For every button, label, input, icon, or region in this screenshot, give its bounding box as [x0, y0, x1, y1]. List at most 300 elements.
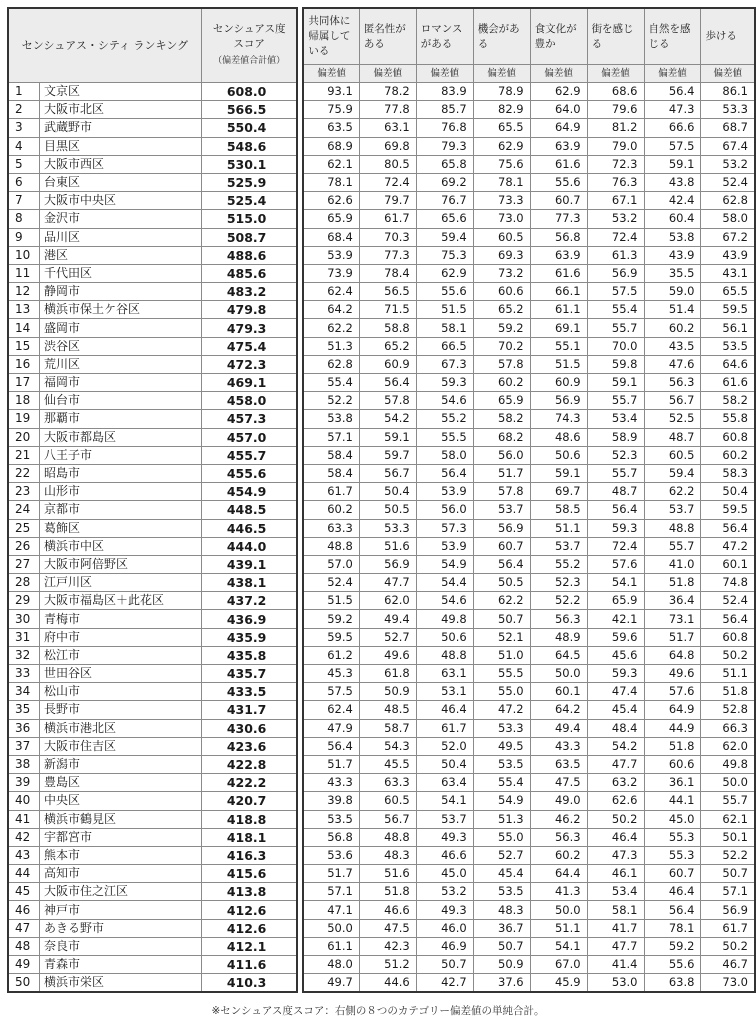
category-value-cell-8: 66.3	[701, 719, 755, 737]
table-row	[8, 810, 755, 828]
city-cell: 京都市	[39, 501, 201, 519]
table-row	[8, 919, 755, 937]
category-value-cell-2: 78.2	[359, 83, 416, 101]
category-value-cell-5: 77.3	[530, 210, 587, 228]
category-value-cell-8: 43.9	[701, 246, 755, 264]
city-cell: 青森市	[39, 956, 201, 974]
category-value-cell-5: 56.8	[530, 228, 587, 246]
rank-cell: 25	[8, 519, 39, 537]
category-value-cell-8: 49.8	[701, 755, 755, 773]
city-cell: 長野市	[39, 701, 201, 719]
category-value-cell-6: 59.3	[587, 519, 644, 537]
rank-cell: 5	[8, 155, 39, 173]
category-value-cell-1: 75.9	[303, 101, 359, 119]
category-value-cell-8: 56.4	[701, 610, 755, 628]
category-value-cell-4: 50.7	[473, 937, 530, 955]
category-value-cell-6: 53.2	[587, 210, 644, 228]
category-value-cell-6: 45.6	[587, 646, 644, 664]
category-value-cell-6: 58.1	[587, 901, 644, 919]
category-value-cell-5: 63.9	[530, 137, 587, 155]
category-value-cell-6: 45.4	[587, 701, 644, 719]
score-cell: 418.8	[201, 810, 297, 828]
category-value-cell-3: 85.7	[416, 101, 473, 119]
category-value-cell-4: 65.5	[473, 119, 530, 137]
category-value-cell-8: 52.8	[701, 701, 755, 719]
category-value-cell-1: 53.9	[303, 246, 359, 264]
city-cell: 文京区	[39, 83, 201, 101]
category-value-cell-2: 59.7	[359, 446, 416, 464]
table-row	[8, 755, 755, 773]
subheader-1: 偏差値	[303, 65, 359, 83]
category-value-cell-7: 66.6	[644, 119, 701, 137]
category-value-cell-1: 53.5	[303, 810, 359, 828]
category-value-cell-8: 60.1	[701, 555, 755, 573]
score-cell: 415.6	[201, 865, 297, 883]
category-value-cell-3: 83.9	[416, 83, 473, 101]
category-value-cell-2: 60.5	[359, 792, 416, 810]
rank-cell: 27	[8, 555, 39, 573]
city-cell: 高知市	[39, 865, 201, 883]
category-value-cell-2: 54.2	[359, 410, 416, 428]
category-value-cell-7: 51.7	[644, 628, 701, 646]
category-header-2: 匿名性がある	[359, 8, 416, 65]
score-cell: 435.9	[201, 628, 297, 646]
category-value-cell-7: 73.1	[644, 610, 701, 628]
rank-cell: 6	[8, 173, 39, 191]
category-value-cell-5: 51.1	[530, 919, 587, 937]
score-cell: 430.6	[201, 719, 297, 737]
score-cell: 438.1	[201, 574, 297, 592]
category-value-cell-1: 45.3	[303, 665, 359, 683]
category-value-cell-5: 67.0	[530, 956, 587, 974]
category-value-cell-6: 59.8	[587, 355, 644, 373]
category-value-cell-2: 56.7	[359, 464, 416, 482]
category-value-cell-8: 53.2	[701, 155, 755, 173]
footnote: ※センシュアス度スコア：右側の８つのカテゴリー偏差値の単純合計。	[211, 1005, 545, 1017]
category-value-cell-8: 47.2	[701, 537, 755, 555]
rank-cell: 17	[8, 374, 39, 392]
category-value-cell-6: 79.0	[587, 137, 644, 155]
category-value-cell-4: 51.0	[473, 646, 530, 664]
rank-cell: 36	[8, 719, 39, 737]
category-value-cell-5: 49.4	[530, 719, 587, 737]
category-value-cell-1: 48.8	[303, 537, 359, 555]
category-value-cell-1: 60.2	[303, 501, 359, 519]
category-value-cell-6: 54.2	[587, 737, 644, 755]
rank-cell: 38	[8, 755, 39, 773]
category-value-cell-5: 58.5	[530, 501, 587, 519]
category-value-cell-6: 52.3	[587, 446, 644, 464]
table-row	[8, 646, 755, 664]
category-value-cell-7: 43.8	[644, 173, 701, 191]
table-row	[8, 592, 755, 610]
category-value-cell-6: 46.1	[587, 865, 644, 883]
category-value-cell-7: 53.7	[644, 501, 701, 519]
category-value-cell-3: 65.8	[416, 155, 473, 173]
category-value-cell-6: 68.6	[587, 83, 644, 101]
category-value-cell-3: 53.7	[416, 810, 473, 828]
category-value-cell-2: 53.3	[359, 519, 416, 537]
category-value-cell-3: 45.0	[416, 865, 473, 883]
rank-cell: 26	[8, 537, 39, 555]
category-value-cell-4: 52.1	[473, 628, 530, 646]
category-value-cell-4: 47.2	[473, 701, 530, 719]
category-value-cell-3: 48.8	[416, 646, 473, 664]
category-value-cell-1: 93.1	[303, 83, 359, 101]
category-value-cell-5: 74.3	[530, 410, 587, 428]
category-value-cell-7: 42.4	[644, 192, 701, 210]
category-value-cell-5: 60.9	[530, 374, 587, 392]
table-row	[8, 210, 755, 228]
category-value-cell-2: 49.6	[359, 646, 416, 664]
category-value-cell-1: 51.5	[303, 592, 359, 610]
city-cell: 松江市	[39, 646, 201, 664]
category-value-cell-6: 59.1	[587, 374, 644, 392]
category-value-cell-4: 53.5	[473, 755, 530, 773]
city-cell: 横浜市中区	[39, 537, 201, 555]
rank-cell: 8	[8, 210, 39, 228]
category-value-cell-8: 58.2	[701, 392, 755, 410]
category-value-cell-6: 42.1	[587, 610, 644, 628]
category-value-cell-7: 56.7	[644, 392, 701, 410]
category-value-cell-3: 52.0	[416, 737, 473, 755]
category-value-cell-8: 58.3	[701, 464, 755, 482]
rank-cell: 46	[8, 901, 39, 919]
category-value-cell-8: 58.0	[701, 210, 755, 228]
category-value-cell-8: 61.7	[701, 919, 755, 937]
rank-cell: 34	[8, 683, 39, 701]
category-value-cell-4: 60.2	[473, 374, 530, 392]
table-row	[8, 846, 755, 864]
category-value-cell-2: 79.7	[359, 192, 416, 210]
city-cell: 横浜市鶴見区	[39, 810, 201, 828]
category-value-cell-8: 61.6	[701, 374, 755, 392]
category-value-cell-2: 51.8	[359, 883, 416, 901]
city-cell: あきる野市	[39, 919, 201, 937]
category-value-cell-7: 51.8	[644, 737, 701, 755]
category-value-cell-2: 50.5	[359, 501, 416, 519]
score-cell: 488.6	[201, 246, 297, 264]
city-cell: 品川区	[39, 228, 201, 246]
rank-cell: 9	[8, 228, 39, 246]
score-cell: 475.4	[201, 337, 297, 355]
category-value-cell-3: 53.1	[416, 683, 473, 701]
category-value-cell-4: 65.9	[473, 392, 530, 410]
city-cell: 武蔵野市	[39, 119, 201, 137]
table-row	[8, 792, 755, 810]
category-value-cell-7: 63.8	[644, 974, 701, 993]
category-value-cell-8: 50.0	[701, 774, 755, 792]
category-value-cell-8: 56.1	[701, 319, 755, 337]
category-value-cell-8: 50.2	[701, 646, 755, 664]
subheader-7: 偏差値	[644, 65, 701, 83]
subheader-6: 偏差値	[587, 65, 644, 83]
rank-cell: 23	[8, 483, 39, 501]
table-row	[8, 865, 755, 883]
city-cell: 大阪市住之江区	[39, 883, 201, 901]
category-value-cell-1: 43.3	[303, 774, 359, 792]
table-row	[8, 828, 755, 846]
category-value-cell-7: 49.6	[644, 665, 701, 683]
category-value-cell-6: 67.1	[587, 192, 644, 210]
category-value-cell-3: 58.0	[416, 446, 473, 464]
category-value-cell-8: 53.3	[701, 101, 755, 119]
category-value-cell-1: 51.3	[303, 337, 359, 355]
category-value-cell-2: 46.6	[359, 901, 416, 919]
city-cell: 府中市	[39, 628, 201, 646]
category-value-cell-8: 62.0	[701, 737, 755, 755]
category-value-cell-3: 54.1	[416, 792, 473, 810]
score-cell: 435.8	[201, 646, 297, 664]
table-row	[8, 610, 755, 628]
category-value-cell-1: 56.4	[303, 737, 359, 755]
score-cell: 525.4	[201, 192, 297, 210]
table-row	[8, 574, 755, 592]
table-row	[8, 719, 755, 737]
category-value-cell-4: 49.5	[473, 737, 530, 755]
category-value-cell-2: 57.8	[359, 392, 416, 410]
category-value-cell-1: 52.4	[303, 574, 359, 592]
rank-cell: 14	[8, 319, 39, 337]
rank-cell: 22	[8, 464, 39, 482]
category-value-cell-2: 54.3	[359, 737, 416, 755]
category-value-cell-3: 59.4	[416, 228, 473, 246]
category-value-cell-7: 46.4	[644, 883, 701, 901]
table-row	[8, 628, 755, 646]
category-value-cell-7: 59.1	[644, 155, 701, 173]
category-value-cell-7: 51.8	[644, 574, 701, 592]
category-value-cell-2: 49.4	[359, 610, 416, 628]
category-value-cell-6: 70.0	[587, 337, 644, 355]
category-value-cell-5: 54.1	[530, 937, 587, 955]
category-value-cell-5: 63.5	[530, 755, 587, 773]
score-cell: 444.0	[201, 537, 297, 555]
category-value-cell-1: 48.0	[303, 956, 359, 974]
category-value-cell-6: 53.0	[587, 974, 644, 993]
category-value-cell-2: 51.2	[359, 956, 416, 974]
category-value-cell-1: 78.1	[303, 173, 359, 191]
table-row	[8, 246, 755, 264]
category-value-cell-3: 55.5	[416, 428, 473, 446]
subheader-3: 偏差値	[416, 65, 473, 83]
category-value-cell-8: 51.8	[701, 683, 755, 701]
category-value-cell-5: 49.0	[530, 792, 587, 810]
category-value-cell-7: 56.4	[644, 901, 701, 919]
category-value-cell-2: 45.5	[359, 755, 416, 773]
category-value-cell-3: 53.9	[416, 537, 473, 555]
score-cell: 411.6	[201, 956, 297, 974]
category-value-cell-1: 61.7	[303, 483, 359, 501]
category-value-cell-4: 62.2	[473, 592, 530, 610]
category-value-cell-4: 58.2	[473, 410, 530, 428]
category-value-cell-8: 67.2	[701, 228, 755, 246]
score-cell: 472.3	[201, 355, 297, 373]
category-value-cell-7: 48.8	[644, 519, 701, 537]
score-cell: 548.6	[201, 137, 297, 155]
category-value-cell-5: 56.9	[530, 392, 587, 410]
category-value-cell-7: 43.5	[644, 337, 701, 355]
category-value-cell-1: 55.4	[303, 374, 359, 392]
rank-cell: 37	[8, 737, 39, 755]
score-cell: 435.7	[201, 665, 297, 683]
city-cell: 横浜市港北区	[39, 719, 201, 737]
table-row	[8, 883, 755, 901]
category-value-cell-2: 61.7	[359, 210, 416, 228]
category-value-cell-3: 50.7	[416, 956, 473, 974]
category-value-cell-1: 61.1	[303, 937, 359, 955]
category-value-cell-3: 54.4	[416, 574, 473, 592]
category-header-4: 機会がある	[473, 8, 530, 65]
category-value-cell-4: 62.9	[473, 137, 530, 155]
category-value-cell-5: 60.2	[530, 846, 587, 864]
category-value-cell-8: 62.1	[701, 810, 755, 828]
category-header-5: 食文化が豊か	[530, 8, 587, 65]
category-value-cell-1: 58.4	[303, 464, 359, 482]
rank-cell: 40	[8, 792, 39, 810]
category-value-cell-3: 51.5	[416, 301, 473, 319]
category-value-cell-7: 35.5	[644, 264, 701, 282]
category-value-cell-8: 68.7	[701, 119, 755, 137]
category-value-cell-4: 56.9	[473, 519, 530, 537]
table-row	[8, 301, 755, 319]
city-cell: 横浜市栄区	[39, 974, 201, 993]
category-value-cell-2: 58.7	[359, 719, 416, 737]
category-value-cell-5: 55.6	[530, 173, 587, 191]
city-cell: 世田谷区	[39, 665, 201, 683]
city-cell: 大阪市都島区	[39, 428, 201, 446]
rank-cell: 35	[8, 701, 39, 719]
category-value-cell-5: 43.3	[530, 737, 587, 755]
city-cell: 松山市	[39, 683, 201, 701]
rank-cell: 10	[8, 246, 39, 264]
rank-cell: 19	[8, 410, 39, 428]
category-value-cell-7: 60.4	[644, 210, 701, 228]
category-value-cell-7: 64.8	[644, 646, 701, 664]
category-value-cell-6: 61.3	[587, 246, 644, 264]
subheader-2: 偏差値	[359, 65, 416, 83]
category-value-cell-8: 52.4	[701, 592, 755, 610]
score-cell: 422.8	[201, 755, 297, 773]
category-value-cell-1: 57.1	[303, 428, 359, 446]
category-value-cell-3: 58.1	[416, 319, 473, 337]
category-value-cell-6: 72.4	[587, 537, 644, 555]
category-value-cell-3: 79.3	[416, 137, 473, 155]
category-value-cell-5: 61.6	[530, 155, 587, 173]
table-row	[8, 446, 755, 464]
category-value-cell-7: 55.3	[644, 846, 701, 864]
category-value-cell-7: 60.2	[644, 319, 701, 337]
category-value-cell-5: 55.1	[530, 337, 587, 355]
score-cell: 446.5	[201, 519, 297, 537]
category-value-cell-2: 48.5	[359, 701, 416, 719]
category-value-cell-7: 53.8	[644, 228, 701, 246]
category-value-cell-7: 55.3	[644, 828, 701, 846]
category-value-cell-5: 55.2	[530, 555, 587, 573]
score-cell: 412.6	[201, 919, 297, 937]
category-value-cell-1: 64.2	[303, 301, 359, 319]
category-value-cell-2: 80.5	[359, 155, 416, 173]
category-value-cell-1: 47.1	[303, 901, 359, 919]
category-value-cell-2: 70.3	[359, 228, 416, 246]
category-value-cell-7: 43.9	[644, 246, 701, 264]
category-value-cell-2: 56.9	[359, 555, 416, 573]
category-value-cell-3: 63.4	[416, 774, 473, 792]
table-row	[8, 464, 755, 482]
category-value-cell-6: 62.6	[587, 792, 644, 810]
category-value-cell-3: 61.7	[416, 719, 473, 737]
table-row	[8, 428, 755, 446]
score-cell: 479.3	[201, 319, 297, 337]
score-cell: 550.4	[201, 119, 297, 137]
rank-cell: 3	[8, 119, 39, 137]
city-cell: 昭島市	[39, 464, 201, 482]
table-row	[8, 774, 755, 792]
category-value-cell-6: 56.4	[587, 501, 644, 519]
category-value-cell-5: 41.3	[530, 883, 587, 901]
category-value-cell-2: 51.6	[359, 865, 416, 883]
score-header-line1: センシュアス度	[212, 23, 286, 35]
category-value-cell-2: 63.1	[359, 119, 416, 137]
category-value-cell-4: 78.1	[473, 173, 530, 191]
category-value-cell-4: 37.6	[473, 974, 530, 993]
category-value-cell-7: 47.3	[644, 101, 701, 119]
ranking-table-container	[7, 7, 756, 993]
rank-cell: 4	[8, 137, 39, 155]
rank-cell: 39	[8, 774, 39, 792]
category-value-cell-7: 64.9	[644, 701, 701, 719]
city-cell: 大阪市北区	[39, 101, 201, 119]
rank-cell: 31	[8, 628, 39, 646]
category-value-cell-4: 78.9	[473, 83, 530, 101]
category-value-cell-8: 64.6	[701, 355, 755, 373]
category-value-cell-7: 51.4	[644, 301, 701, 319]
category-value-cell-3: 50.4	[416, 755, 473, 773]
category-value-cell-1: 57.5	[303, 683, 359, 701]
table-row	[8, 173, 755, 191]
category-value-cell-4: 65.2	[473, 301, 530, 319]
city-cell: 台東区	[39, 173, 201, 191]
category-value-cell-2: 56.4	[359, 374, 416, 392]
category-value-cell-8: 62.8	[701, 192, 755, 210]
category-value-cell-1: 58.4	[303, 446, 359, 464]
category-value-cell-8: 56.4	[701, 519, 755, 537]
rank-cell: 20	[8, 428, 39, 446]
category-value-cell-4: 51.7	[473, 464, 530, 482]
category-value-cell-2: 61.8	[359, 665, 416, 683]
category-value-cell-5: 63.9	[530, 246, 587, 264]
score-cell: 422.2	[201, 774, 297, 792]
table-row	[8, 974, 755, 993]
city-cell: 大阪市西区	[39, 155, 201, 173]
category-value-cell-1: 68.4	[303, 228, 359, 246]
category-value-cell-7: 60.6	[644, 755, 701, 773]
city-cell: 静岡市	[39, 283, 201, 301]
category-value-cell-3: 63.1	[416, 665, 473, 683]
category-value-cell-3: 65.6	[416, 210, 473, 228]
category-value-cell-2: 63.3	[359, 774, 416, 792]
city-cell: 山形市	[39, 483, 201, 501]
score-cell: 530.1	[201, 155, 297, 173]
city-cell: 奈良市	[39, 937, 201, 955]
rank-cell: 28	[8, 574, 39, 592]
score-cell: 439.1	[201, 555, 297, 573]
table-row	[8, 337, 755, 355]
table-row	[8, 683, 755, 701]
category-value-cell-3: 59.3	[416, 374, 473, 392]
category-value-cell-8: 73.0	[701, 974, 755, 993]
table-row	[8, 283, 755, 301]
category-value-cell-6: 46.4	[587, 828, 644, 846]
